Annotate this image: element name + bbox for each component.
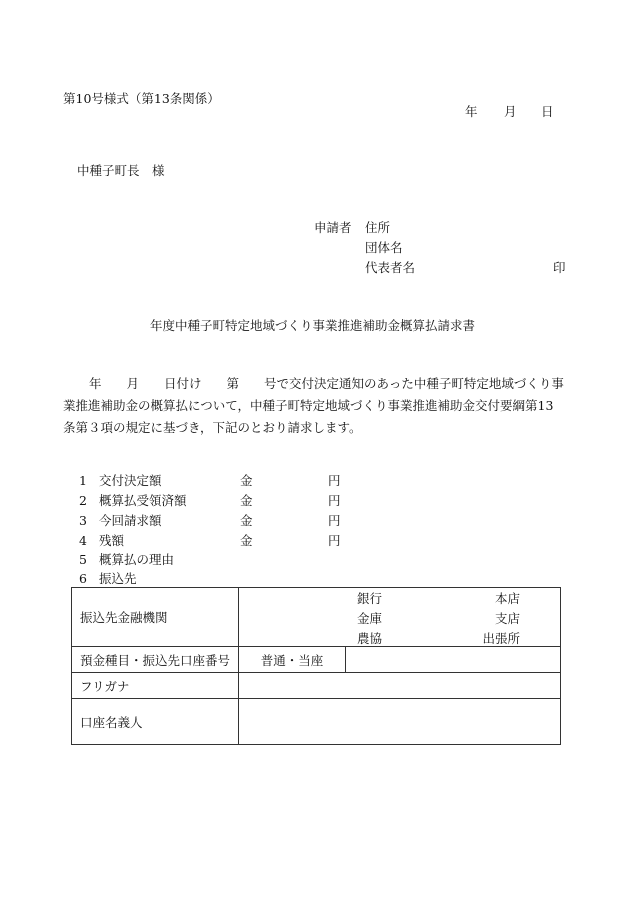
document-title: 年度中種子町特定地域づくり事業推進補助金概算払請求書 — [150, 318, 476, 333]
holder-cell[interactable] — [239, 699, 561, 745]
item-label: 残額 — [99, 533, 125, 548]
item-kin: 金 — [240, 473, 253, 488]
item-number: 1 — [79, 473, 87, 488]
account-label-cell: 預金種目・振込先口座番号 — [72, 647, 239, 673]
applicant-label: 申請者 — [314, 220, 352, 235]
item-kin: 金 — [240, 513, 253, 528]
body-line: 年 月 日付け 第 号で交付決定通知のあった中種子町特定地域づくり事 — [89, 376, 564, 391]
branch-type: 本店 — [494, 591, 520, 606]
organization-label: 団体名 — [365, 240, 403, 255]
representative-label: 代表者名 — [365, 260, 416, 275]
item-yen: 円 — [328, 493, 341, 508]
bank-type: 金庫 — [357, 611, 383, 626]
item-label: 概算払の理由 — [99, 552, 175, 567]
body-line: 業推進補助金の概算払について，中種子町特定地域づくり事業推進補助金交付要綱第13 — [63, 398, 554, 413]
item-number: 2 — [79, 493, 87, 508]
branch-type: 出張所 — [482, 631, 520, 646]
item-kin: 金 — [240, 493, 253, 508]
item-kin: 金 — [240, 533, 253, 548]
form-number: 第10号様式（第13条関係） — [63, 91, 220, 106]
item-yen: 円 — [328, 473, 341, 488]
item-number: 4 — [79, 533, 87, 548]
branch-type: 支店 — [494, 611, 520, 626]
bank-transfer-table — [71, 587, 561, 745]
bank-name-cell[interactable] — [239, 588, 561, 647]
item-number: 6 — [79, 571, 87, 586]
bank-label-cell: 振込先金融機関 — [72, 588, 239, 647]
address-label: 住所 — [365, 220, 391, 235]
bank-type: 銀行 — [357, 591, 383, 606]
holder-label-cell: 口座名義人 — [72, 699, 239, 745]
item-label: 今回請求額 — [99, 513, 162, 528]
account-number-cell[interactable] — [346, 647, 561, 673]
item-yen: 円 — [328, 513, 341, 528]
item-label: 概算払受領済額 — [99, 493, 187, 508]
item-label: 交付決定額 — [99, 473, 162, 488]
furigana-label-cell: フリガナ — [72, 673, 239, 699]
account-type-cell[interactable]: 普通・当座 — [239, 647, 346, 673]
body-line: 条第３項の規定に基づき，下記のとおり請求します。 — [63, 420, 362, 435]
seal-mark: 印 — [553, 260, 566, 275]
date-day: 日 — [541, 104, 554, 119]
furigana-cell[interactable] — [239, 673, 561, 699]
item-yen: 円 — [328, 533, 341, 548]
addressee: 中種子町長 様 — [77, 163, 165, 178]
bank-type: 農協 — [357, 631, 383, 646]
date-month: 月 — [504, 104, 517, 119]
item-number: 5 — [79, 552, 87, 567]
date-year: 年 — [465, 104, 478, 119]
item-number: 3 — [79, 513, 87, 528]
item-label: 振込先 — [99, 571, 137, 586]
